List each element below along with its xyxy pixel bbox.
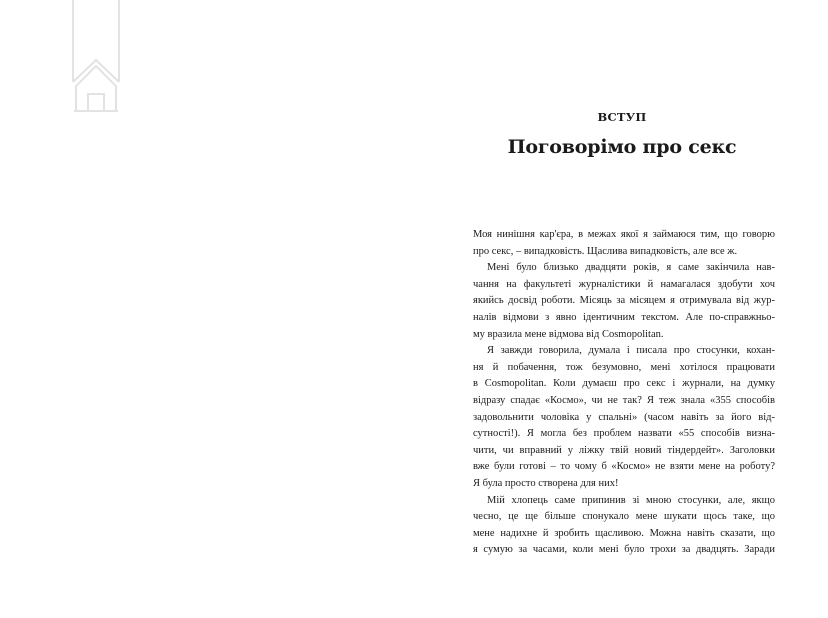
text-line: відразу спадає «Космо», чи не так? Я теж знала «355 способів [473, 394, 775, 406]
text-line: задовольнити чоловіка у спальні» (часом навіть за його від- [473, 411, 775, 423]
bookmark-home-icon[interactable] [71, 0, 122, 114]
chapter-title: Поговорімо про секс [507, 136, 737, 158]
text-line: налів відмови з явно ідентичним текстом. Але по-справжньо- [473, 311, 775, 323]
text-line: Я завжди говорила, думала і писала про стосунки, кохан- [487, 345, 775, 357]
text-line: му вразила мене відмова від Cosmopolitan. [473, 328, 664, 340]
text-line: Моя нинішня кар'єра, в межах якої я займаюся тим, що говорю [473, 229, 775, 240]
text-line: вже були готові – то чому б «Космо» не взяти мене на роботу? [473, 461, 775, 473]
text-line: ня й побачення, тож безумовно, мені хотілося працювати [473, 361, 775, 373]
text-line: Мені було близько двадцяти років, я саме закінчила нав- [487, 262, 775, 274]
body-text [473, 227, 775, 559]
section-label: ВСТУП [597, 110, 647, 124]
text-line: чесно, це ще більше спонукало мене шукати щось таке, що [473, 511, 775, 523]
text-line: я сумую за часами, коли мені було трохи за двадцять. Заради [473, 544, 775, 556]
text-line: Я була просто створена для них! [473, 477, 619, 489]
right-page [414, 0, 828, 618]
text-line: якийсь досвід роботи. Місяць за місяцем я отримувала від жур- [473, 295, 775, 307]
text-line: мене надихне й зробить щасливою. Можна навіть сказати, що [473, 527, 775, 539]
text-line: чання на факультеті журналістики й намагалася здобути хоч [473, 278, 775, 290]
text-line: Мій хлопець саме припинив зі мною стосунки, але, якщо [487, 494, 775, 506]
text-line: чити, чи вправний у ліжку твій новий тіндердейт». Заголовки [473, 444, 775, 456]
text-line: сутності!). Я могла без проблем назвати «55 способів визна- [473, 428, 775, 440]
text-line: в Cosmopolitan. Коли думаєш про секс і журнали, на думку [473, 378, 775, 390]
text-line: про секс, – випадковість. Щаслива випадковість, але все ж. [473, 245, 738, 257]
